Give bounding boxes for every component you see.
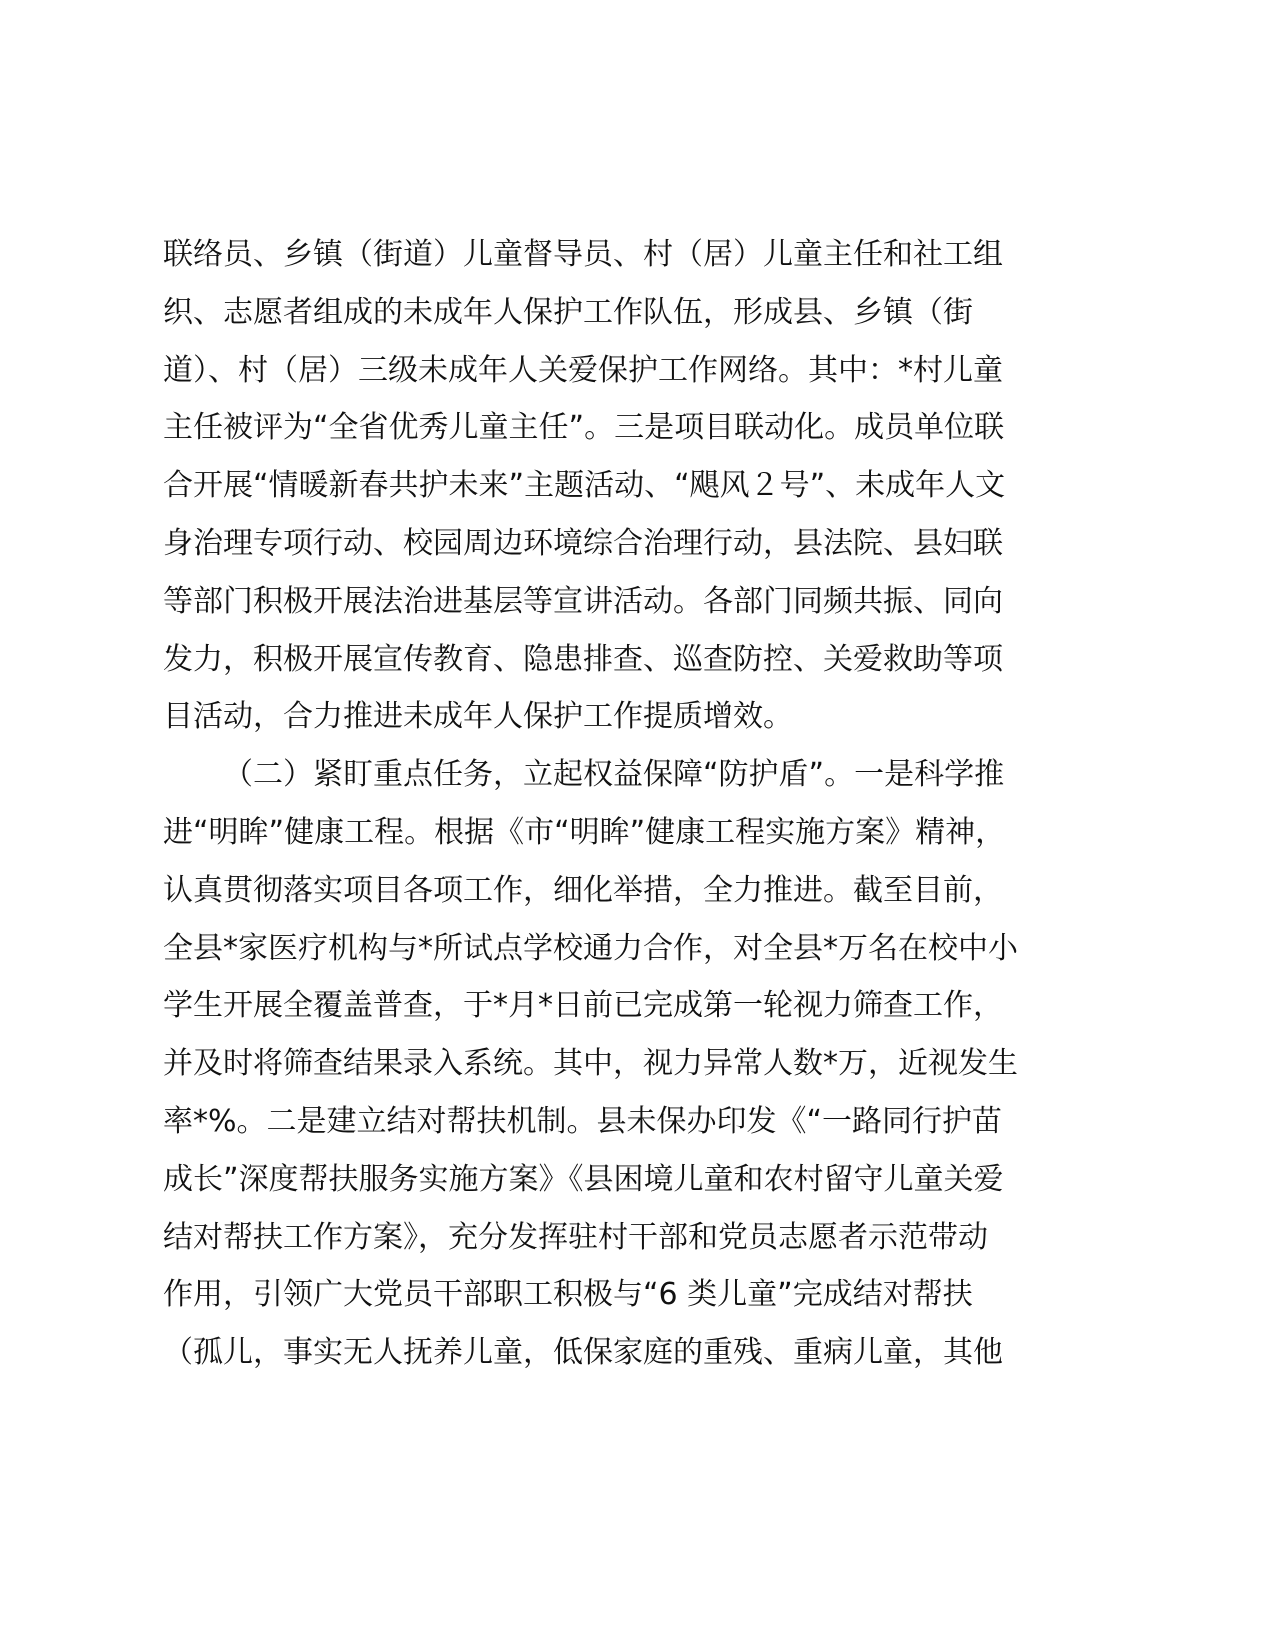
- text-line: 等部门积极开展法治进基层等宣讲活动。各部门同频共振、同向: [163, 583, 1003, 619]
- text-line: 认真贯彻落实项目各项工作，细化举措，全力推进。截至目前，: [163, 872, 1003, 908]
- text-line: 作用，引领广大党员干部职工积极与“6 类儿童”完成结对帮扶: [163, 1277, 973, 1313]
- text-line: 联络员、乡镇（街道）儿童督导员、村（居）儿童主任和社工组: [163, 237, 1003, 272]
- body-text: [163, 226, 1123, 1382]
- text-line: 并及时将筛查结果录入系统。其中，视力异常人数*万，近视发生: [163, 1046, 1018, 1082]
- text-line: 全县*家医疗机构与*所试点学校通力合作，对全县*万名在校中小: [163, 930, 1018, 966]
- text-line: 主任被评为“全省优秀儿童主任”。三是项目联动化。成员单位联: [163, 410, 1005, 446]
- text-line: 成长”深度帮扶服务实施方案》《县困境儿童和农村留守儿童关爱: [163, 1161, 1004, 1197]
- text-line: 合开展“情暖新春共护未来”主题活动、“飓风２号”、未成年人文: [163, 468, 1006, 504]
- text-line: 织、志愿者组成的未成年人保护工作队伍，形成县、乡镇（街: [163, 294, 973, 330]
- text-line: 目活动，合力推进未成年人保护工作提质增效。: [163, 699, 793, 735]
- paragraph-start-line: （二）紧盯重点任务，立起权益保障“防护盾”。一是科学推: [223, 757, 1005, 793]
- text-line: 进“明眸”健康工程。根据《市“明眸”健康工程实施方案》精神，: [163, 814, 1006, 850]
- text-line: 道）、村（居）三级未成年人关爱保护工作网络。其中：*村儿童: [163, 352, 1003, 388]
- text-line: 学生开展全覆盖普查，于*月*日前已完成第一轮视力筛查工作，: [163, 988, 1003, 1024]
- text-line: （孤儿，事实无人抚养儿童，低保家庭的重残、重病儿童，其他: [163, 1335, 1003, 1371]
- text-line: 身治理专项行动、校园周边环境综合治理行动，县法院、县妇联: [163, 525, 1003, 561]
- text-line: 结对帮扶工作方案》，充分发挥驻村干部和党员志愿者示范带动: [163, 1219, 988, 1255]
- text-line: 发力，积极开展宣传教育、隐患排查、巡查防控、关爱救助等项: [163, 641, 1003, 677]
- text-line: 率*%。二是建立结对帮扶机制。县未保办印发《“一路同行护苗: [163, 1103, 1003, 1139]
